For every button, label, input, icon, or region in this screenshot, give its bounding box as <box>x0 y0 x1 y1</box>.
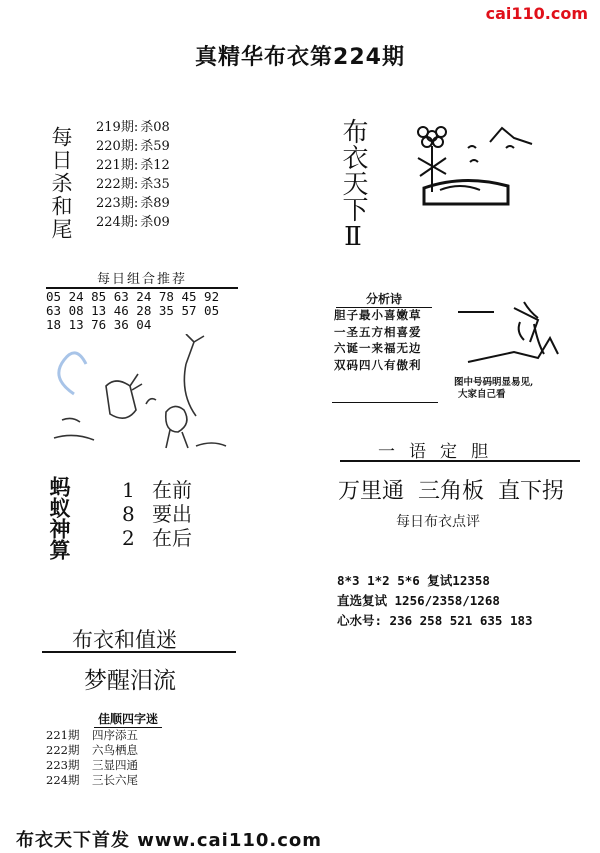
ant-number: 8 <box>122 502 135 526</box>
riddle-period: 224期 <box>46 773 80 787</box>
riddle-row <box>46 728 138 743</box>
analysis-poem-title: 分析诗 <box>336 290 432 308</box>
one-word-title: 一语定胆 <box>378 442 502 462</box>
kill-period: 219期: <box>96 120 139 135</box>
combo-row: 63 08 13 46 28 35 57 05 <box>46 303 220 318</box>
kill-period: 224期: <box>96 215 139 230</box>
poem-line: 六诞一来福无边 <box>334 341 422 355</box>
riddle-row <box>46 773 138 788</box>
ant-number: 1 <box>122 478 135 502</box>
buyi-riddle-answer: 梦醒泪流 <box>84 668 176 694</box>
kill-value: 杀89 <box>140 196 170 211</box>
buyi-riddle-title: 布衣和值迷 <box>72 628 177 652</box>
ant-row <box>122 502 192 526</box>
daily-review-title: 每日布衣点评 <box>396 514 480 530</box>
ant-oracle-list <box>122 478 192 550</box>
riddle-period: 222期 <box>46 743 80 757</box>
ant-position: 在后 <box>152 526 192 550</box>
kill-row <box>96 118 170 137</box>
daily-combo-numbers <box>46 290 219 332</box>
buyi-tianxia-heading: 布衣天下Ⅱ <box>338 118 368 252</box>
boy-and-horse-sketch <box>46 334 242 458</box>
kill-value: 杀59 <box>140 139 170 154</box>
ant-position: 要出 <box>152 502 192 526</box>
divider <box>340 460 580 462</box>
branch-sketch <box>454 298 574 374</box>
kill-value: 杀12 <box>140 158 170 173</box>
riddle-text: 四序添五 <box>92 728 138 742</box>
flower-pot-sketch <box>410 118 540 218</box>
analysis-poem-note <box>454 377 533 401</box>
kill-row <box>96 156 170 175</box>
kill-row <box>96 213 170 232</box>
riddle-text: 三长六尾 <box>92 773 138 787</box>
number-line: 直选复试 1256/2358/1268 <box>337 593 500 608</box>
ant-row <box>122 526 192 550</box>
page-title: 真精华布衣第224期 <box>195 45 405 70</box>
analysis-poem-lines <box>334 307 422 373</box>
kill-period: 220期: <box>96 139 139 154</box>
combo-row: 18 13 76 36 04 <box>46 317 152 332</box>
note-line: 大家自己看 <box>458 389 506 400</box>
recommended-numbers <box>337 571 533 631</box>
poem-line: 一圣五方相喜爱 <box>334 324 422 339</box>
riddle-row <box>46 743 138 758</box>
kill-value: 杀08 <box>140 120 170 135</box>
four-char-riddle-title: 佳顺四字迷 <box>94 710 162 728</box>
kill-value: 杀35 <box>140 177 170 192</box>
divider <box>332 402 438 403</box>
combo-row: 05 24 85 63 24 78 45 92 <box>46 289 220 304</box>
kill-period: 221期: <box>96 158 139 173</box>
site-watermark: cai110.com <box>485 4 588 23</box>
kill-row <box>96 175 170 194</box>
daily-combo-title: 每日组合推荐 <box>46 268 238 289</box>
riddle-text: 六鸟栖息 <box>92 743 138 757</box>
riddle-period: 221期 <box>46 728 80 742</box>
poem-line: 双码四八有傲利 <box>334 357 422 372</box>
note-line: 图中号码明显易见, <box>454 377 534 388</box>
footer-banner: 布衣天下首发 www.cai110.com <box>16 830 323 851</box>
riddle-text: 三显四通 <box>92 758 138 772</box>
number-line: 心水号: 236 258 521 635 183 <box>337 613 533 628</box>
number-line: 8*3 1*2 5*6 复试12358 <box>337 573 490 588</box>
kill-value: 杀09 <box>140 215 170 230</box>
kill-row <box>96 137 170 156</box>
kill-period: 223期: <box>96 196 139 211</box>
daily-kill-list <box>96 118 170 232</box>
ant-number: 2 <box>122 526 135 550</box>
four-char-riddle-list <box>46 728 138 788</box>
kill-row <box>96 194 170 213</box>
riddle-period: 223期 <box>46 758 80 772</box>
daily-kill-heading: 每日杀和尾 <box>49 126 73 241</box>
ant-row <box>122 478 192 502</box>
divider <box>42 651 236 653</box>
kill-period: 222期: <box>96 177 139 192</box>
poem-line: 胆子最小喜嫩草 <box>334 308 422 322</box>
ant-oracle-heading: 蚂蚁神算 <box>47 476 71 560</box>
ant-position: 在前 <box>152 478 192 502</box>
one-word-picks: 万里通 三角板 直下拐 <box>338 479 564 504</box>
riddle-row <box>46 758 138 773</box>
